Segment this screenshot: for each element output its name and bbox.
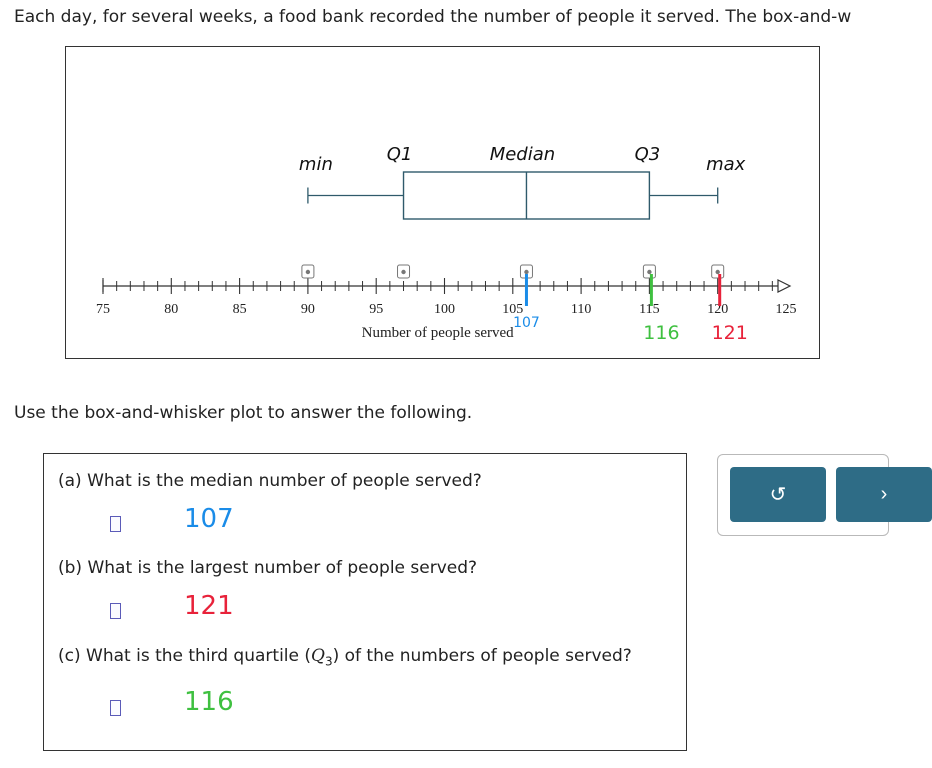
question-b bbox=[58, 558, 477, 578]
question-box bbox=[43, 453, 687, 751]
annotation-q3: Q3 bbox=[634, 144, 661, 165]
answer-c-input[interactable] bbox=[110, 700, 121, 716]
answer-c-value: 116 bbox=[184, 687, 234, 717]
answer-b-value: 121 bbox=[184, 591, 234, 621]
question-c-text-after: ) of the numbers of people served? bbox=[332, 646, 632, 666]
question-a-prefix: (a) bbox=[58, 471, 82, 491]
x-axis-title: Number of people served bbox=[361, 325, 514, 341]
point-handle-dot bbox=[306, 270, 310, 274]
annotation-min: min bbox=[298, 154, 333, 175]
question-c-text: What is the third quartile ( bbox=[86, 646, 312, 666]
tick-label: 105 bbox=[502, 302, 524, 317]
tick-label: 85 bbox=[232, 302, 247, 317]
question-b-text: What is the largest number of people served? bbox=[87, 558, 478, 578]
answer-b-input[interactable] bbox=[110, 603, 121, 619]
question-c-subscript: 3 bbox=[324, 654, 333, 669]
annotation-max: max bbox=[706, 154, 746, 175]
marked-value-label: 107 bbox=[513, 315, 540, 331]
question-c bbox=[58, 646, 632, 668]
question-a-text: What is the median number of people served? bbox=[87, 471, 482, 491]
instructions-text: Use the box-and-whisker plot to answer the following. bbox=[14, 403, 473, 423]
box-plot bbox=[66, 47, 821, 360]
action-panel bbox=[717, 454, 889, 536]
question-c-symbol: Q bbox=[311, 646, 325, 666]
chevron-right-icon: › bbox=[880, 483, 888, 505]
point-handle-dot bbox=[716, 270, 720, 274]
intro-text: Each day, for several weeks, a food bank recorded the number of people it served. The box-and-w bbox=[14, 7, 852, 27]
marked-value-label: 116 bbox=[643, 322, 680, 344]
point-handle-dot bbox=[524, 270, 528, 274]
tick-label: 100 bbox=[434, 302, 455, 317]
tick-label: 115 bbox=[639, 302, 660, 317]
box-plot-frame bbox=[65, 46, 820, 359]
x-axis-arrow bbox=[778, 280, 790, 292]
tick-label: 120 bbox=[707, 302, 729, 317]
undo-icon: ↺ bbox=[769, 484, 787, 506]
point-handle-dot bbox=[401, 270, 405, 274]
point-handle-dot bbox=[647, 270, 651, 274]
answer-a-value: 107 bbox=[184, 504, 234, 534]
tick-label: 80 bbox=[164, 302, 179, 317]
next-button[interactable] bbox=[836, 467, 932, 522]
undo-button[interactable] bbox=[730, 467, 826, 522]
answer-a-input[interactable] bbox=[110, 516, 121, 532]
question-c-prefix: (c) bbox=[58, 646, 81, 666]
marked-value-label: 121 bbox=[711, 322, 748, 344]
annotation-median: Median bbox=[489, 144, 556, 165]
tick-label: 90 bbox=[300, 302, 315, 317]
tick-label: 110 bbox=[570, 302, 592, 317]
annotation-q1: Q1 bbox=[386, 144, 413, 165]
tick-label: 125 bbox=[775, 302, 797, 317]
tick-label: 95 bbox=[369, 302, 384, 317]
tick-label: 75 bbox=[96, 302, 110, 317]
question-b-prefix: (b) bbox=[58, 558, 83, 578]
question-a bbox=[58, 471, 482, 491]
